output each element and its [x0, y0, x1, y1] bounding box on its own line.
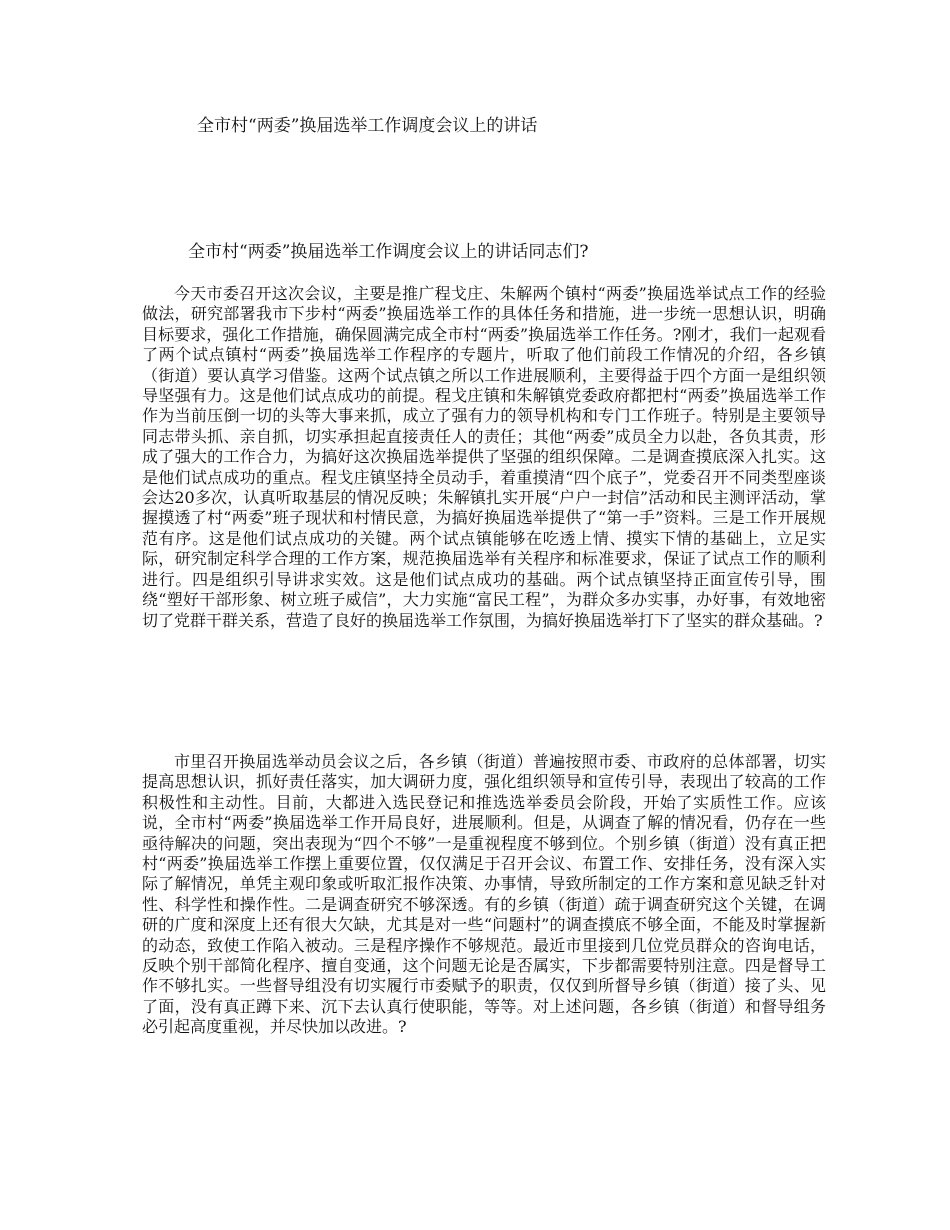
paragraph-1: 今天市委召开这次会议，主要是推广程戈庄、朱解两个镇村“两委”换届选举试点工作的经验做法，研究部署我市下步村“两委”换届选举工作的具体任务和措施，进一步统一思想认识，明确目标要求，强化工作措施，确保圆满完成全市村“两委”换届选举工作任务。?刚才，我们一起观看了两个试点镇村“两委”换届选举工作程序的专题片，听取了他们前段工作情况的介绍，各乡镇（街道）要认真学习借鉴。这两个试点镇之所以工作进展顺利，主要得益于四个方面一是组织领导坚强有力。这是他们试点成功的前提。程戈庄镇和朱解镇党委政府都把村“两委”换届选举工作作为当前压倒一切的头等大事来抓，成立了强有力的领导机构和专门工作班子。特别是主要领导同志带头抓、亲自抓，切实承担起直接责任人的责任；其他“两委”成员全力以赴，各负其责，形成了强大的工作合力，为搞好这次换届选举提供了坚强的组织保障。二是调查摸底深入扎实。这是他们试点成功的重点。程戈庄镇坚持全员动手，着重摸清“四个底子”，党委召开不同类型座谈会达20多次，认真听取基层的情况反映；朱解镇扎实开展“户户一封信”活动和民主测评活动，掌握摸透了村“两委”班子现状和村情民意，为搞好换届选举提供了“第一手”资料。三是工作开展规范有序。这是他们试点成功的关键。两个试点镇能够在吃透上情、摸实下情的基础上，立足实际，研究制定科学合理的工作方案，规范换届选举有关程序和标准要求，保证了试点工作的顺利进行。四是组织引导讲求实效。这是他们试点成功的基础。两个试点镇坚持正面宣传引导，围绕“塑好干部形象、树立班子威信”，大力实施“富民工程”，为群众多办实事，办好事，有效地密切了党群干群关系，营造了良好的换届选举工作氛围，为搞好换届选举打下了坚实的群众基础。?: [142, 284, 826, 630]
paragraph-2: 市里召开换届选举动员会议之后，各乡镇（街道）普遍按照市委、市政府的总体部署，切实提高思想认识，抓好责任落实，加大调研力度，强化组织领导和宣传引导，表现出了较高的工作积极性和主动性。目前，大都进入选民登记和推选选举委员会阶段，开始了实质性工作。应该说，全市村“两委”换届选举工作开局良好，进展顺利。但是，从调查了解的情况看，仍存在一些亟待解决的问题，突出表现为“四个不够”一是重视程度不够到位。个别乡镇（街道）没有真正把村“两委”换届选举工作摆上重要位置，仅仅满足于召开会议、布置工作、安排任务，没有深入实际了解情况，单凭主观印象或听取汇报作决策、办事情，导致所制定的工作方案和意见缺乏针对性、科学性和操作性。二是调查研究不够深透。有的乡镇（街道）疏于调查研究这个关键，在调研的广度和深度上还有很大欠缺，尤其是对一些“问题村”的调查摸底不够全面，不能及时掌握新的动态，致使工作陷入被动。三是程序操作不够规范。最近市里接到几位党员群众的咨询电话，反映个别干部简化程序、擅自变通，这个问题无论是否属实，下步都需要特别注意。四是督导工作不够扎实。一些督导组没有切实履行市委赋予的职责，仅仅到所督导乡镇（街道）接了头、见了面，没有真正蹲下来、沉下去认真行使职能，等等。对上述问题，各乡镇（街道）和督导组务必引起高度重视，并尽快加以改进。?: [142, 752, 826, 1037]
speech-heading: 全市村“两委”换届选举工作调度会议上的讲话同志们?: [188, 242, 589, 262]
document-title: 全市村“两委”换届选举工作调度会议上的讲话: [197, 116, 538, 136]
